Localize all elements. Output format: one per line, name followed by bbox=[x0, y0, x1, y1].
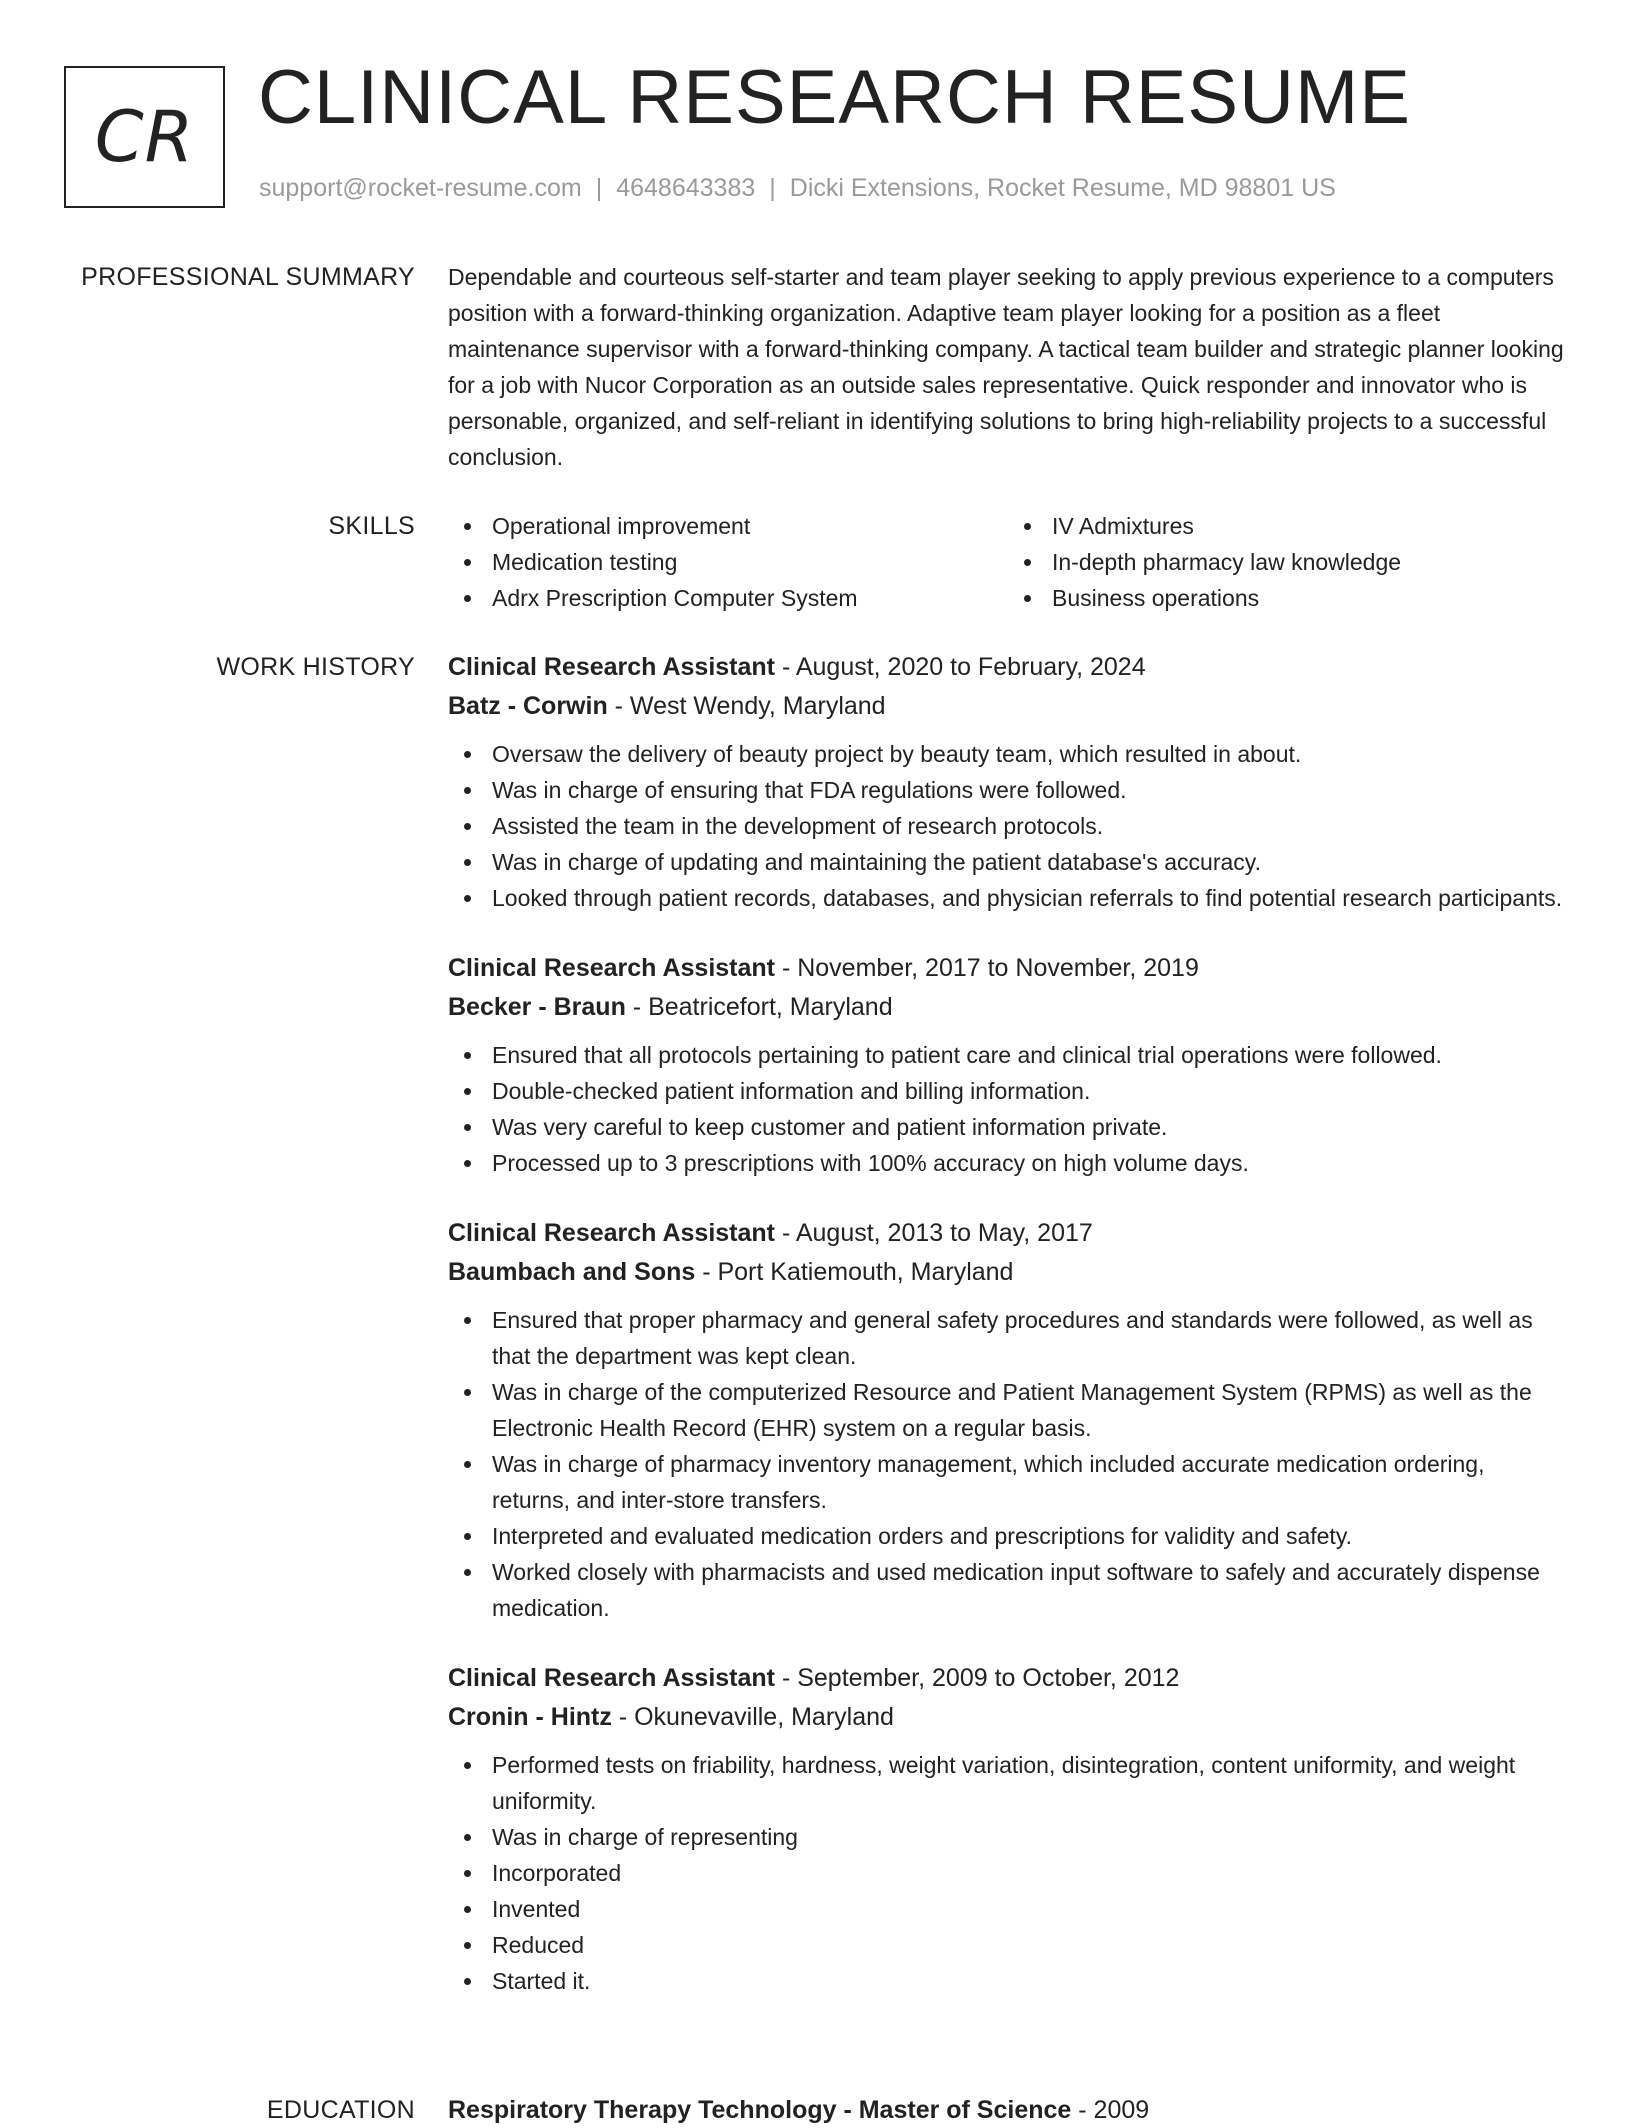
section-label-summary: PROFESSIONAL SUMMARY bbox=[81, 263, 415, 291]
summary-text: Dependable and courteous self-starter and team player seeking to apply previous experience to a computers position with a forward-thinking organization. Adaptive team player looking for a position as a fleet maintenance supervisor with a forward-thinking company. A tactical team builder and strategic planner looking for a job with Nucor Corporation as an outside sales representative. Quick responder and innovator who is personable, organized, and self-reliant in identifying solutions to bring high-reliability projects to a successful conclusion. bbox=[448, 264, 1564, 470]
job-bullet: Was in charge of updating and maintaining the patient database's accuracy. bbox=[492, 844, 1568, 880]
job-bullet: Interpreted and evaluated medication orders and prescriptions for validity and safety. bbox=[492, 1518, 1568, 1554]
job-entry bbox=[448, 1215, 1568, 1626]
monogram-initials: CR bbox=[94, 96, 195, 178]
job-bullet: Performed tests on friability, hardness, weight variation, disintegration, content uniformity, and weight uniformity. bbox=[492, 1747, 1568, 1819]
skill-item: IV Admixtures bbox=[1052, 508, 1568, 544]
summary-content bbox=[448, 259, 1568, 475]
job-bullet: Assisted the team in the development of research protocols. bbox=[492, 808, 1568, 844]
job-bullet: Incorporated bbox=[492, 1855, 1568, 1891]
education-degree: Respiratory Therapy Technology - Master of Science bbox=[448, 2096, 1072, 2124]
job-bullet: Looked through patient records, databases, and physician referrals to find potential research participants. bbox=[492, 880, 1568, 916]
job-dates: - August, 2020 to February, 2024 bbox=[775, 653, 1146, 681]
job-dates: - August, 2013 to May, 2017 bbox=[775, 1219, 1093, 1247]
skills-content bbox=[448, 508, 1568, 616]
skill-item: Business operations bbox=[1052, 580, 1568, 616]
contact-email: support@rocket-resume.com bbox=[259, 174, 582, 202]
skill-item: Operational improvement bbox=[492, 508, 1008, 544]
job-title-line bbox=[448, 950, 1568, 986]
job-dates: - November, 2017 to November, 2019 bbox=[775, 954, 1199, 982]
job-bullet: Reduced bbox=[492, 1927, 1568, 1963]
job-entry bbox=[448, 950, 1568, 1181]
job-bullet: Invented bbox=[492, 1891, 1568, 1927]
job-title: Clinical Research Assistant bbox=[448, 1219, 775, 1247]
job-location: - West Wendy, Maryland bbox=[607, 692, 886, 720]
contact-address: Dicki Extensions, Rocket Resume, MD 98801 US bbox=[789, 174, 1336, 202]
job-title-line bbox=[448, 649, 1568, 685]
job-company-line bbox=[448, 1699, 1568, 1735]
job-title: Clinical Research Assistant bbox=[448, 954, 775, 982]
education-year: - 2009 bbox=[1071, 2096, 1150, 2124]
job-entry bbox=[448, 1660, 1568, 1999]
education-content bbox=[448, 2092, 1568, 2128]
section-label-skills: SKILLS bbox=[328, 512, 415, 540]
job-bullet: Ensured that proper pharmacy and general safety procedures and standards were followed, as well as that the department was kept clean. bbox=[492, 1302, 1568, 1374]
job-company: Becker - Braun bbox=[448, 993, 626, 1021]
job-entry bbox=[448, 649, 1568, 916]
job-location: - Port Katiemouth, Maryland bbox=[695, 1258, 1014, 1286]
monogram-box bbox=[64, 66, 225, 208]
job-location: - Okunevaville, Maryland bbox=[611, 1703, 894, 1731]
contact-separator: | bbox=[769, 174, 776, 202]
job-bullet: Was very careful to keep customer and patient information private. bbox=[492, 1109, 1568, 1145]
section-label-work-history: WORK HISTORY bbox=[216, 653, 415, 681]
contact-line bbox=[259, 174, 1336, 203]
education-line bbox=[448, 2092, 1568, 2128]
job-company: Cronin - Hintz bbox=[448, 1703, 612, 1731]
skills-list-left bbox=[448, 508, 1008, 616]
job-bullet: Double-checked patient information and billing information. bbox=[492, 1073, 1568, 1109]
job-bullet: Worked closely with pharmacists and used medication input software to safely and accurately dispense medication. bbox=[492, 1554, 1568, 1626]
job-location: - Beatricefort, Maryland bbox=[625, 993, 893, 1021]
job-company-line bbox=[448, 688, 1568, 724]
job-company-line bbox=[448, 1254, 1568, 1290]
job-title: Clinical Research Assistant bbox=[448, 653, 775, 681]
job-company: Baumbach and Sons bbox=[448, 1258, 696, 1286]
job-bullets bbox=[448, 1037, 1568, 1181]
job-title-line bbox=[448, 1660, 1568, 1696]
skill-item: In-depth pharmacy law knowledge bbox=[1052, 544, 1568, 580]
job-bullet: Was in charge of ensuring that FDA regulations were followed. bbox=[492, 772, 1568, 808]
job-bullets bbox=[448, 1302, 1568, 1626]
skill-item: Adrx Prescription Computer System bbox=[492, 580, 1008, 616]
job-bullet: Ensured that all protocols pertaining to patient care and clinical trial operations were followed. bbox=[492, 1037, 1568, 1073]
skills-list-right bbox=[1008, 508, 1568, 616]
contact-phone: 4648643383 bbox=[616, 174, 756, 202]
work-history-content bbox=[448, 649, 1568, 2033]
job-bullet: Was in charge of pharmacy inventory management, which included accurate medication ordering, returns, and inter-store transfers. bbox=[492, 1446, 1568, 1518]
job-bullet: Started it. bbox=[492, 1963, 1568, 1999]
job-company: Batz - Corwin bbox=[448, 692, 608, 720]
job-title: Clinical Research Assistant bbox=[448, 1664, 775, 1692]
skill-item: Medication testing bbox=[492, 544, 1008, 580]
skills-grid bbox=[448, 508, 1568, 616]
job-bullets bbox=[448, 1747, 1568, 1999]
job-bullet: Was in charge of the computerized Resource and Patient Management System (RPMS) as well as the Electronic Health Record (EHR) system on a regular basis. bbox=[492, 1374, 1568, 1446]
resume-title: CLINICAL RESEARCH RESUME bbox=[258, 55, 1411, 140]
job-dates: - September, 2009 to October, 2012 bbox=[775, 1664, 1180, 1692]
job-bullet: Oversaw the delivery of beauty project by beauty team, which resulted in about. bbox=[492, 736, 1568, 772]
job-company-line bbox=[448, 989, 1568, 1025]
job-bullet: Was in charge of representing bbox=[492, 1819, 1568, 1855]
job-title-line bbox=[448, 1215, 1568, 1251]
job-bullets bbox=[448, 736, 1568, 916]
section-label-education: EDUCATION bbox=[266, 2096, 415, 2124]
contact-separator: | bbox=[595, 174, 603, 202]
job-bullet: Processed up to 3 prescriptions with 100% accuracy on high volume days. bbox=[492, 1145, 1568, 1181]
